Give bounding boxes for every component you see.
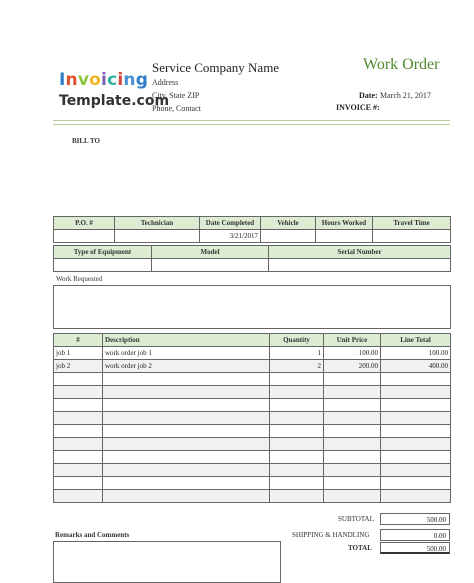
item-description[interactable] [103,386,270,399]
item-unit-price[interactable] [324,386,381,399]
table-row [54,490,451,503]
logo-letter: i [117,70,124,90]
item-quantity[interactable] [270,438,324,451]
logo-letter: n [65,70,78,90]
table-row [54,464,451,477]
date-label: Date: [359,91,378,100]
bill-to-label: BILL TO [72,137,100,145]
col-serial-number: Serial Number [269,246,451,259]
table-row [54,425,451,438]
item-description[interactable] [103,412,270,425]
item-number[interactable] [54,373,103,386]
invoice-label: INVOICE #: [336,103,380,112]
total-label: TOTAL [348,544,372,552]
equipment-type-value[interactable] [54,259,152,272]
item-unit-price[interactable] [324,425,381,438]
col-item-number: # [54,334,103,347]
document-title: Work Order [363,56,440,73]
item-number[interactable] [54,477,103,490]
col-model: Model [152,246,269,259]
item-quantity[interactable] [270,399,324,412]
col-type-of-equipment: Type of Equipment [54,246,152,259]
shipping-label: SHIPPING & HANDLING [292,531,370,539]
item-unit-price[interactable] [324,477,381,490]
item-number[interactable] [54,386,103,399]
table-row [54,451,451,464]
item-unit-price[interactable] [324,399,381,412]
item-unit-price[interactable] [324,451,381,464]
item-description[interactable] [103,477,270,490]
date-completed-value[interactable]: 3/21/2017 [200,230,261,243]
item-quantity[interactable] [270,425,324,438]
item-description[interactable]: work order job 2 [103,360,270,373]
table-row [54,360,451,373]
item-line-total[interactable] [381,412,451,425]
remarks-label: Remarks and Comments [55,531,130,539]
col-description: Description [103,334,270,347]
vehicle-value[interactable] [261,230,316,243]
col-technician: Technician [115,217,200,230]
table-row [54,438,451,451]
col-unit-price: Unit Price [324,334,381,347]
table-row [54,477,451,490]
item-number[interactable] [54,451,103,464]
travel-time-value[interactable] [373,230,451,243]
company-address: Address [152,78,179,87]
item-unit-price[interactable] [324,438,381,451]
item-unit-price[interactable]: 100.00 [324,347,381,360]
technician-value[interactable] [115,230,200,243]
logo-letter: v [77,70,90,90]
item-description[interactable] [103,373,270,386]
item-unit-price[interactable] [324,373,381,386]
item-number[interactable]: job 1 [54,347,103,360]
hours-worked-value[interactable] [316,230,373,243]
item-line-total[interactable] [381,386,451,399]
table-row [54,347,451,360]
item-number[interactable] [54,399,103,412]
logo-line-1 [59,70,148,90]
item-quantity[interactable] [270,451,324,464]
shipping-value[interactable]: 0.00 [380,529,450,541]
item-quantity[interactable] [270,477,324,490]
item-unit-price[interactable] [324,464,381,477]
item-number[interactable] [54,438,103,451]
po-value[interactable] [54,230,115,243]
subtotal-label: SUBTOTAL [338,515,374,523]
item-number[interactable] [54,425,103,438]
logo-letter: c [107,70,118,90]
logo-letter: n [123,70,136,90]
item-line-total[interactable] [381,425,451,438]
company-name: Service Company Name [152,60,280,75]
item-description[interactable] [103,425,270,438]
header-rule-bottom [53,124,450,125]
company-city: City, State ZIP [152,91,200,100]
item-line-total[interactable] [381,490,451,503]
table-row [54,399,451,412]
remarks-box[interactable] [53,541,281,583]
item-unit-price[interactable]: 200.00 [324,360,381,373]
item-description[interactable]: work order job 1 [103,347,270,360]
item-number[interactable] [54,412,103,425]
item-description[interactable] [103,451,270,464]
item-quantity[interactable] [270,373,324,386]
item-quantity[interactable] [270,464,324,477]
logo-letter: g [135,70,149,90]
item-description[interactable] [103,490,270,503]
item-number[interactable] [54,464,103,477]
info-table [53,216,451,243]
col-date-completed: Date Completed [200,217,261,230]
work-requested-label: Work Requested [56,275,103,283]
item-line-total[interactable] [381,451,451,464]
col-vehicle: Vehicle [261,217,316,230]
item-line-total[interactable] [381,399,451,412]
total-value: 500.00 [380,542,450,554]
serial-number-value[interactable] [269,259,451,272]
col-line-total: Line Total [381,334,451,347]
item-description[interactable] [103,464,270,477]
model-value[interactable] [152,259,269,272]
item-unit-price[interactable] [324,490,381,503]
logo-line-2: Template.com [59,93,170,109]
item-quantity[interactable]: 1 [270,347,324,360]
item-quantity[interactable]: 2 [270,360,324,373]
date-value: March 21, 2017 [380,91,431,100]
items-table [53,333,451,503]
item-quantity[interactable] [270,490,324,503]
logo-letter: o [89,70,102,90]
item-number[interactable] [54,490,103,503]
item-line-total[interactable] [381,477,451,490]
equipment-table [53,245,451,272]
subtotal-value: 500.00 [380,513,450,525]
header-rule-top [53,120,450,121]
item-line-total[interactable] [381,373,451,386]
logo-letter: I [59,70,66,90]
col-po: P.O. # [54,217,115,230]
item-description[interactable] [103,399,270,412]
item-line-total[interactable]: 400.00 [381,360,451,373]
item-unit-price[interactable] [324,412,381,425]
table-row [54,386,451,399]
item-line-total[interactable] [381,464,451,477]
work-requested-box[interactable] [53,285,451,329]
item-line-total[interactable]: 100.00 [381,347,451,360]
company-phone: Phone, Contact [152,104,201,113]
table-row [54,373,451,386]
col-travel-time: Travel Time [373,217,451,230]
col-quantity: Quantity [270,334,324,347]
item-line-total[interactable] [381,438,451,451]
item-quantity[interactable] [270,386,324,399]
table-row [54,412,451,425]
item-quantity[interactable] [270,412,324,425]
item-number[interactable]: job 2 [54,360,103,373]
item-description[interactable] [103,438,270,451]
logo-letter: i [101,70,108,90]
col-hours-worked: Hours Worked [316,217,373,230]
